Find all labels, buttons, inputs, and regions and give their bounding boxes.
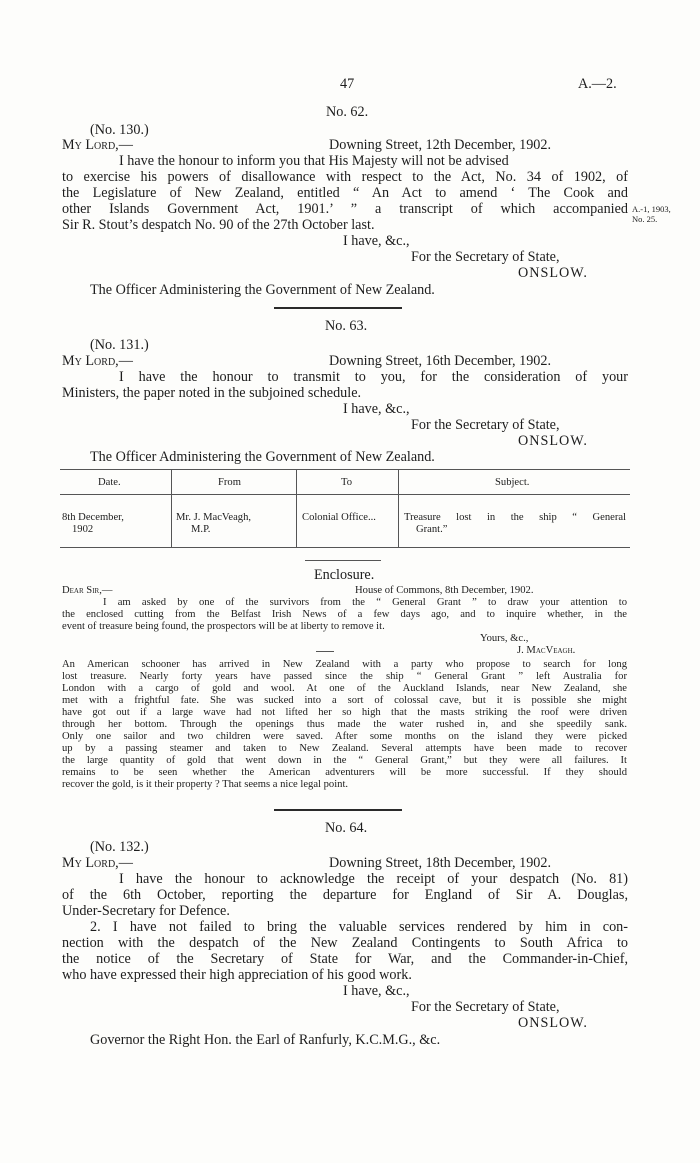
enclosure-place-date: House of Commons, 8th December, 1902. — [355, 585, 534, 596]
cutting-line: remains to be seen whether the American adventurers will be more successful. If they should — [62, 767, 627, 778]
letter-64-body-line: who have expressed their high appreciation of his good work. — [62, 967, 412, 983]
table-header-date: Date. — [98, 477, 121, 488]
section-divider — [274, 809, 402, 811]
letter-62-body-line: I have the honour to inform you that His Majesty will not be advised — [119, 153, 509, 169]
letter-62-ref: (No. 130.) — [90, 122, 149, 138]
letter-64-addressee: Governor the Right Hon. the Earl of Ranfurly, K.C.M.G., &c. — [90, 1032, 441, 1048]
enclosure-dash — [316, 651, 334, 652]
enclosure-body-line: event of treasure being found, the prospectors will be at liberty to remove it. — [62, 621, 385, 632]
cutting-line: lost treasure. Nearly forty years have passed since the ship “ General Grant ” left Australia for — [62, 671, 627, 682]
series-label: A.—2. — [578, 76, 617, 92]
letter-63-signature: ONSLOW. — [518, 433, 588, 449]
letter-64-body-line: 2. I have not failed to bring the valuable services rendered by him in con- — [90, 919, 628, 935]
table-cell-from: M.P. — [191, 524, 211, 535]
enclosure-closing: Yours, &c., — [480, 633, 529, 644]
letter-62-place-date: Downing Street, 12th December, 1902. — [329, 137, 552, 153]
letter-63-closing: I have, &c., — [343, 401, 410, 417]
letter-63-place-date: Downing Street, 16th December, 1902. — [329, 353, 552, 369]
letter-63-salutation: My Lord,— — [62, 353, 133, 369]
cutting-line: through her bottom. Through the openings thus made the water rushed in, and she speedily sank. — [62, 719, 627, 730]
table-header-to: To — [341, 477, 353, 488]
cutting-line: London with a cargo of gold and wool. At one of the Auckland Islands, near New Zealand, she — [62, 683, 627, 694]
letter-62-body-line: the Legislature of New Zealand, entitled “ An Act to amend ‘ The Cook and — [62, 185, 628, 201]
table-col-divider — [398, 469, 399, 547]
cutting-line: met with a frightful fate. She was sucked into a sort of colossal cave, but it is possible she might — [62, 695, 627, 706]
letter-64-closing: I have, &c., — [343, 983, 410, 999]
letter-62-body-line: to exercise his powers of disallowance with respect to the Act, No. 34 of 1902, of — [62, 169, 628, 185]
letter-63-for-secretary: For the Secretary of State, — [411, 417, 560, 433]
letter-63-ref: (No. 131.) — [90, 337, 149, 353]
letter-64-place-date: Downing Street, 18th December, 1902. — [329, 855, 552, 871]
letter-64-signature: ONSLOW. — [518, 1015, 588, 1031]
cutting-line: An American schooner has arrived in New Zealand with a party who propose to search for long — [62, 659, 627, 670]
letter-64-body-line: nection with the despatch of the New Zealand Contingents to South Africa to — [62, 935, 628, 951]
letter-62-body-line: Sir R. Stout’s despatch No. 90 of the 27th October last. — [62, 217, 375, 233]
table-cell-from: Mr. J. MacVeagh, — [176, 512, 252, 523]
table-cell-subject: Grant.” — [416, 524, 448, 535]
letter-62-closing: I have, &c., — [343, 233, 410, 249]
letter-62-signature: ONSLOW. — [518, 265, 588, 281]
enclosure-salutation: Dear Sir,— — [62, 585, 113, 596]
section-divider — [274, 307, 402, 309]
table-rule-top — [60, 469, 630, 470]
table-cell-subject: Treasure lost in the ship “ General — [404, 512, 626, 523]
letter-63-addressee: The Officer Administering the Government of New Zealand. — [90, 449, 435, 465]
table-cell-date: 1902 — [72, 524, 94, 535]
letter-63-body-line: I have the honour to transmit to you, for the consideration of your — [119, 369, 628, 385]
letter-62-addressee: The Officer Administering the Government of New Zealand. — [90, 282, 435, 298]
letter-62-heading: No. 62. — [326, 104, 369, 120]
letter-64-for-secretary: For the Secretary of State, — [411, 999, 560, 1015]
table-rule-header — [60, 494, 630, 495]
letter-64-salutation: My Lord,— — [62, 855, 133, 871]
table-cell-to: Colonial Office... — [302, 512, 376, 523]
table-rule-bottom — [60, 547, 630, 548]
margin-note: A.-1, 1903, — [632, 204, 671, 214]
cutting-line: the large quantity of gold that went down in the “ General Grant,” but they were all failures. It — [62, 755, 627, 766]
letter-62-salutation: My Lord,— — [62, 137, 133, 153]
letter-63-body-line: Ministers, the paper noted in the subjoined schedule. — [62, 385, 362, 401]
margin-note: No. 25. — [632, 214, 658, 224]
page-number: 47 — [340, 76, 355, 92]
table-col-divider — [296, 469, 297, 547]
table-header-subject: Subject. — [495, 477, 530, 488]
letter-64-body-line: Under-Secretary for Defence. — [62, 903, 230, 919]
cutting-line: up by a passing steamer and taken to New Zealand. Several attempts have been made to recover — [62, 743, 627, 754]
letter-64-body-line: of the 6th October, reporting the departure for England of Sir A. Douglas, — [62, 887, 628, 903]
cutting-line: recover the gold, is it their property ? That seems a nice legal point. — [62, 779, 349, 790]
enclosure-heading: Enclosure. — [314, 567, 375, 583]
table-cell-date: 8th December, — [62, 512, 124, 523]
letter-64-body-line: the notice of the Secretary of State for War, and the Commander-in-Chief, — [62, 951, 628, 967]
letter-64-ref: (No. 132.) — [90, 839, 149, 855]
enclosure-signature: J. MacVeagh. — [517, 645, 576, 656]
table-header-from: From — [218, 477, 241, 488]
letter-64-heading: No. 64. — [325, 820, 368, 836]
cutting-line: Only one sailor and two children were saved. After some months on the island they were picked — [62, 731, 627, 742]
letter-64-body-line: I have the honour to acknowledge the receipt of your despatch (No. 81) — [119, 871, 628, 887]
letter-62-for-secretary: For the Secretary of State, — [411, 249, 560, 265]
cutting-line: have got out if a large wave had not lifted her so high that the masts striking the roof were driven — [62, 707, 627, 718]
enclosure-divider — [305, 560, 381, 561]
enclosure-body-line: I am asked by one of the survivors from the “ General Grant ” to draw your attention to — [103, 597, 627, 608]
table-col-divider — [171, 469, 172, 547]
letter-63-heading: No. 63. — [325, 318, 368, 334]
letter-62-body-line: other Islands Government Act, 1901.’ ” a transcript of which accompanied — [62, 201, 628, 217]
enclosure-body-line: the enclosed cutting from the Belfast Irish News of a few days ago, and to inquire whether, in the — [62, 609, 627, 620]
